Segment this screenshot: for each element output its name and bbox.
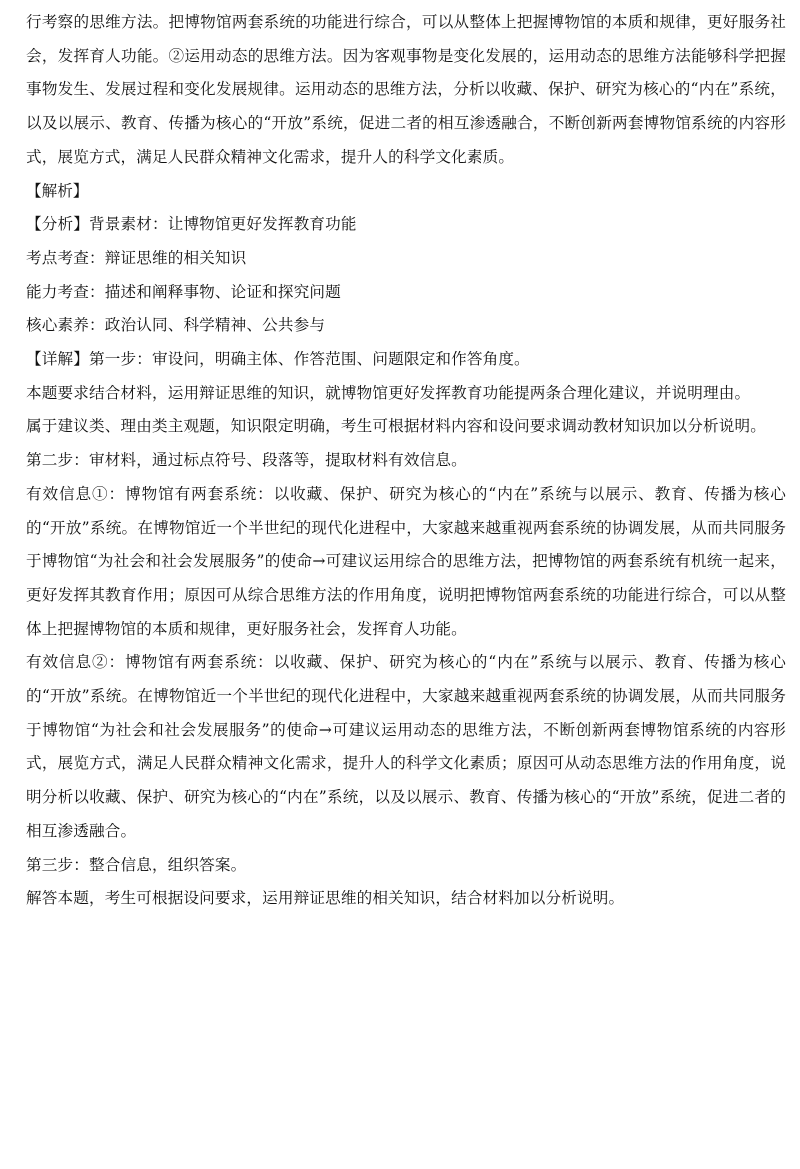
exam-point: 考点考查：辩证思维的相关知识 [26, 248, 247, 267]
effective-info-two: 有效信息②：博物馆有两套系统：以收藏、保护、研究为核心的“内在”系统与以展示、教育、传播为核心的“开放”系统。在博物馆近一个半世纪的现代化进程中，大家越来越重视两套系统的协调发展，从而共同服务于博物馆“为社会和社会发展服务”的使命→可建议运用动态的思维方法，不断创新两套博物馆系统的内容形式，展览方式，满足人民群众精神文化需求，提升人的科学文化素质；原因可从动态思维方法的作用角度，说明分析以收藏、保护、研究为核心的“内在”系统，以及以展示、教育、传播为核心的“开放”系统，促进二者的相互渗透融合。 [26, 653, 786, 840]
step-three: 第三步：整合信息，组织答案。 [26, 855, 247, 874]
step-two: 第二步：审材料，通过标点符号、段落等，提取材料有效信息。 [26, 451, 467, 470]
document-body [26, 6, 786, 916]
detail-step-one: 【详解】第一步：审设问，明确主体、作答范围、问题限定和作答角度。 [26, 350, 530, 369]
question-type: 属于建议类、理由类主观题，知识限定明确，考生可根据材料内容和设问要求调动教材知识加以分析说明。 [26, 417, 766, 436]
ability-assessment: 能力考查：描述和阐释事物、论证和探究问题 [26, 282, 341, 301]
conclusion: 解答本题，考生可根据设问要求，运用辩证思维的相关知识，结合材料加以分析说明。 [26, 889, 625, 908]
effective-info-one: 有效信息①：博物馆有两套系统：以收藏、保护、研究为核心的“内在”系统与以展示、教育、传播为核心的“开放”系统。在博物馆近一个半世纪的现代化进程中，大家越来越重视两套系统的协调发展，从而共同服务于博物馆“为社会和社会发展服务”的使命→可建议运用综合的思维方法，把博物馆的两套系统有机统一起来，更好发挥其教育作用；原因可从综合思维方法的作用角度，说明把博物馆两套系统的功能进行综合，可以从整体上把握博物馆的本质和规律，更好服务社会，发挥育人功能。 [26, 484, 786, 638]
core-literacy: 核心素养：政治认同、科学精神、公共参与 [26, 316, 326, 335]
analysis-background: 【分析】背景素材：让博物馆更好发挥教育功能 [26, 215, 357, 234]
question-requirement: 本题要求结合材料，运用辩证思维的知识，就博物馆更好发挥教育功能提两条合理化建议，并说明理由。 [26, 383, 751, 402]
intro-paragraph: 行考察的思维方法。把博物馆两套系统的功能进行综合，可以从整体上把握博物馆的本质和规律，更好服务社会，发挥育人功能。②运用动态的思维方法。因为客观事物是变化发展的，运用动态的思维方法能够科学把握事物发生、发展过程和变化发展规律。运用动态的思维方法，分析以收藏、保护、研究为核心的“内在”系统，以及以展示、教育、传播为核心的“开放”系统，促进二者的相互渗透融合，不断创新两套博物馆系统的内容形式，展览方式，满足人民群众精神文化需求，提升人的科学文化素质。 [26, 13, 786, 166]
analysis-heading: 【解析】 [26, 181, 89, 200]
